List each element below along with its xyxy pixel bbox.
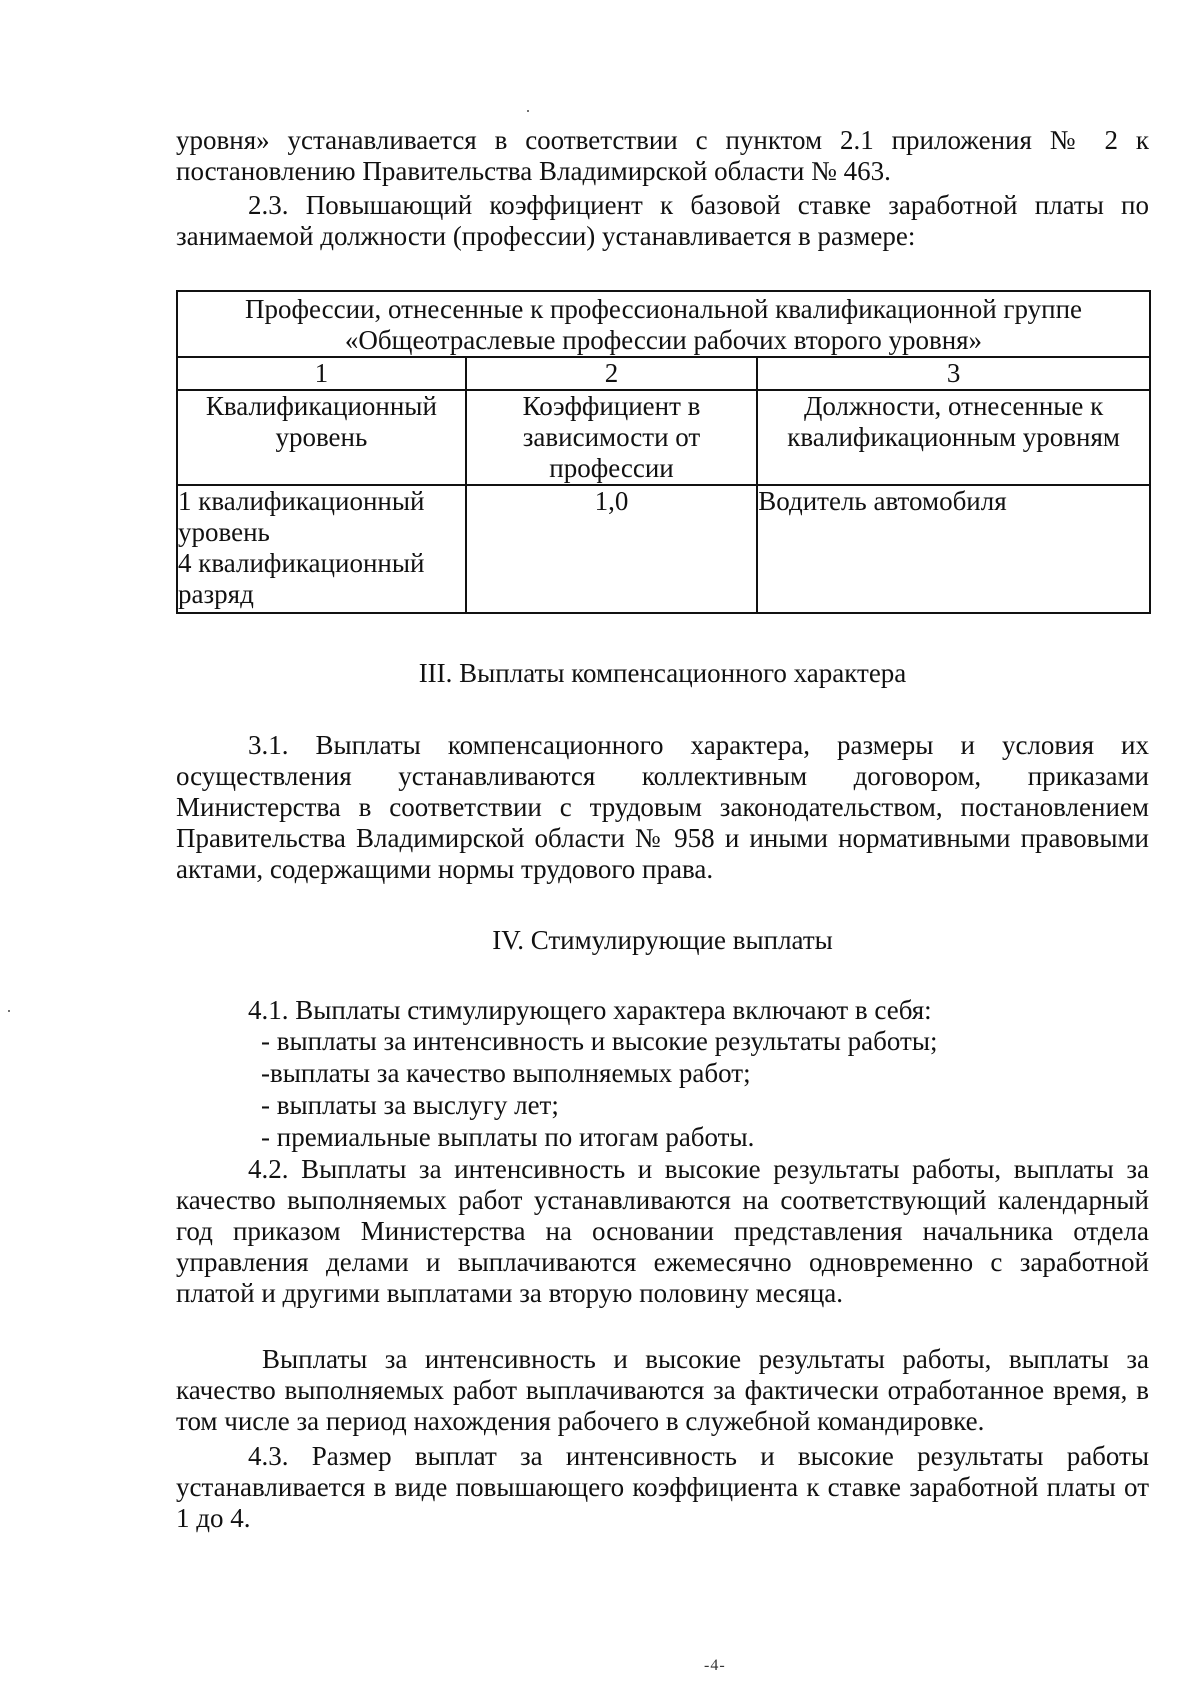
level-line-4: разряд (178, 579, 254, 609)
list-item: - выплаты за выслугу лет; (261, 1090, 559, 1120)
table-row (177, 485, 1150, 613)
header-qualification-level: Квалификационный уровень (177, 390, 466, 485)
cell-position: Водитель автомобиля (757, 485, 1150, 613)
section-4-heading: IV. Стимулирующие выплаты (492, 925, 833, 955)
column-number-1: 1 (177, 357, 466, 390)
column-number-2: 2 (466, 357, 758, 390)
paragraph-4-3: 4.3. Размер выплат за интенсивность и высокие результаты работы устанавливается в виде повышающего коэффициента к ставке заработной платы от 1 до 4. (176, 1441, 1149, 1533)
paragraph-4-2-continued: Выплаты за интенсивность и высокие результаты работы, выплаты за качество выполняемых работ выплачиваются за фактически отработанное время, в том числе за период нахождения рабочего в служебной командировке. (176, 1344, 1149, 1436)
level-line-3: 4 квалификационный (178, 548, 425, 578)
list-item: - премиальные выплаты по итогам работы. (261, 1122, 755, 1152)
paragraph-2-3: 2.3. Повышающий коэффициент к базовой ставке заработной платы по занимаемой должности (профессии) устанавливается в размере: (176, 190, 1149, 251)
table-title: Профессии, отнесенные к профессиональной квалификационной группе «Общеотраслевые профессии рабочих второго уровня» (177, 291, 1150, 357)
level-line-1: 1 квалификационный (178, 486, 425, 516)
paragraph-4-2: 4.2. Выплаты за интенсивность и высокие результаты работы, выплаты за качество выполняемых работ устанавливаются на соответствующий календарный год приказом Министерства на основании представления начальника отдела управления делами и выплачиваются ежемесячно одновременно с заработной платой и другими выплатами за вторую половину месяца. (176, 1154, 1149, 1308)
paragraph-3-1: 3.1. Выплаты компенсационного характера, размеры и условия их осуществления устанавливаются коллективным договором, приказами Министерства в соответствии с трудовым законодательством, постановлением Правительства Владимирской области № 958 и иными нормативными правовыми актами, содержащими нормы трудового права. (176, 730, 1149, 884)
page-number: -4- (704, 1657, 726, 1674)
level-line-2: уровень (178, 517, 270, 547)
table-title-row (177, 291, 1150, 357)
paragraph-4-1: 4.1. Выплаты стимулирующего характера включают в себя: (248, 995, 932, 1025)
section-3-heading: III. Выплаты компенсационного характера (418, 658, 907, 688)
scan-speck (8, 1010, 10, 1012)
column-number-3: 3 (757, 357, 1150, 390)
table-header-row (177, 390, 1150, 485)
header-coefficient: Коэффициент в зависимости от профессии (466, 390, 758, 485)
paragraph-continued: уровня» устанавливается в соответствии с пунктом 2.1 приложения № 2 к постановлению Правительства Владимирской области № 463. (176, 125, 1149, 186)
list-item: - выплаты за интенсивность и высокие результаты работы; (261, 1026, 938, 1056)
cell-qualification-level (177, 485, 466, 613)
scan-speck (527, 110, 529, 112)
qualification-table (176, 290, 1151, 614)
list-item: -выплаты за качество выполняемых работ; (261, 1058, 751, 1088)
cell-coefficient: 1,0 (466, 485, 758, 613)
table-number-row (177, 357, 1150, 390)
header-positions: Должности, отнесенные к квалификационным уровням (757, 390, 1150, 485)
